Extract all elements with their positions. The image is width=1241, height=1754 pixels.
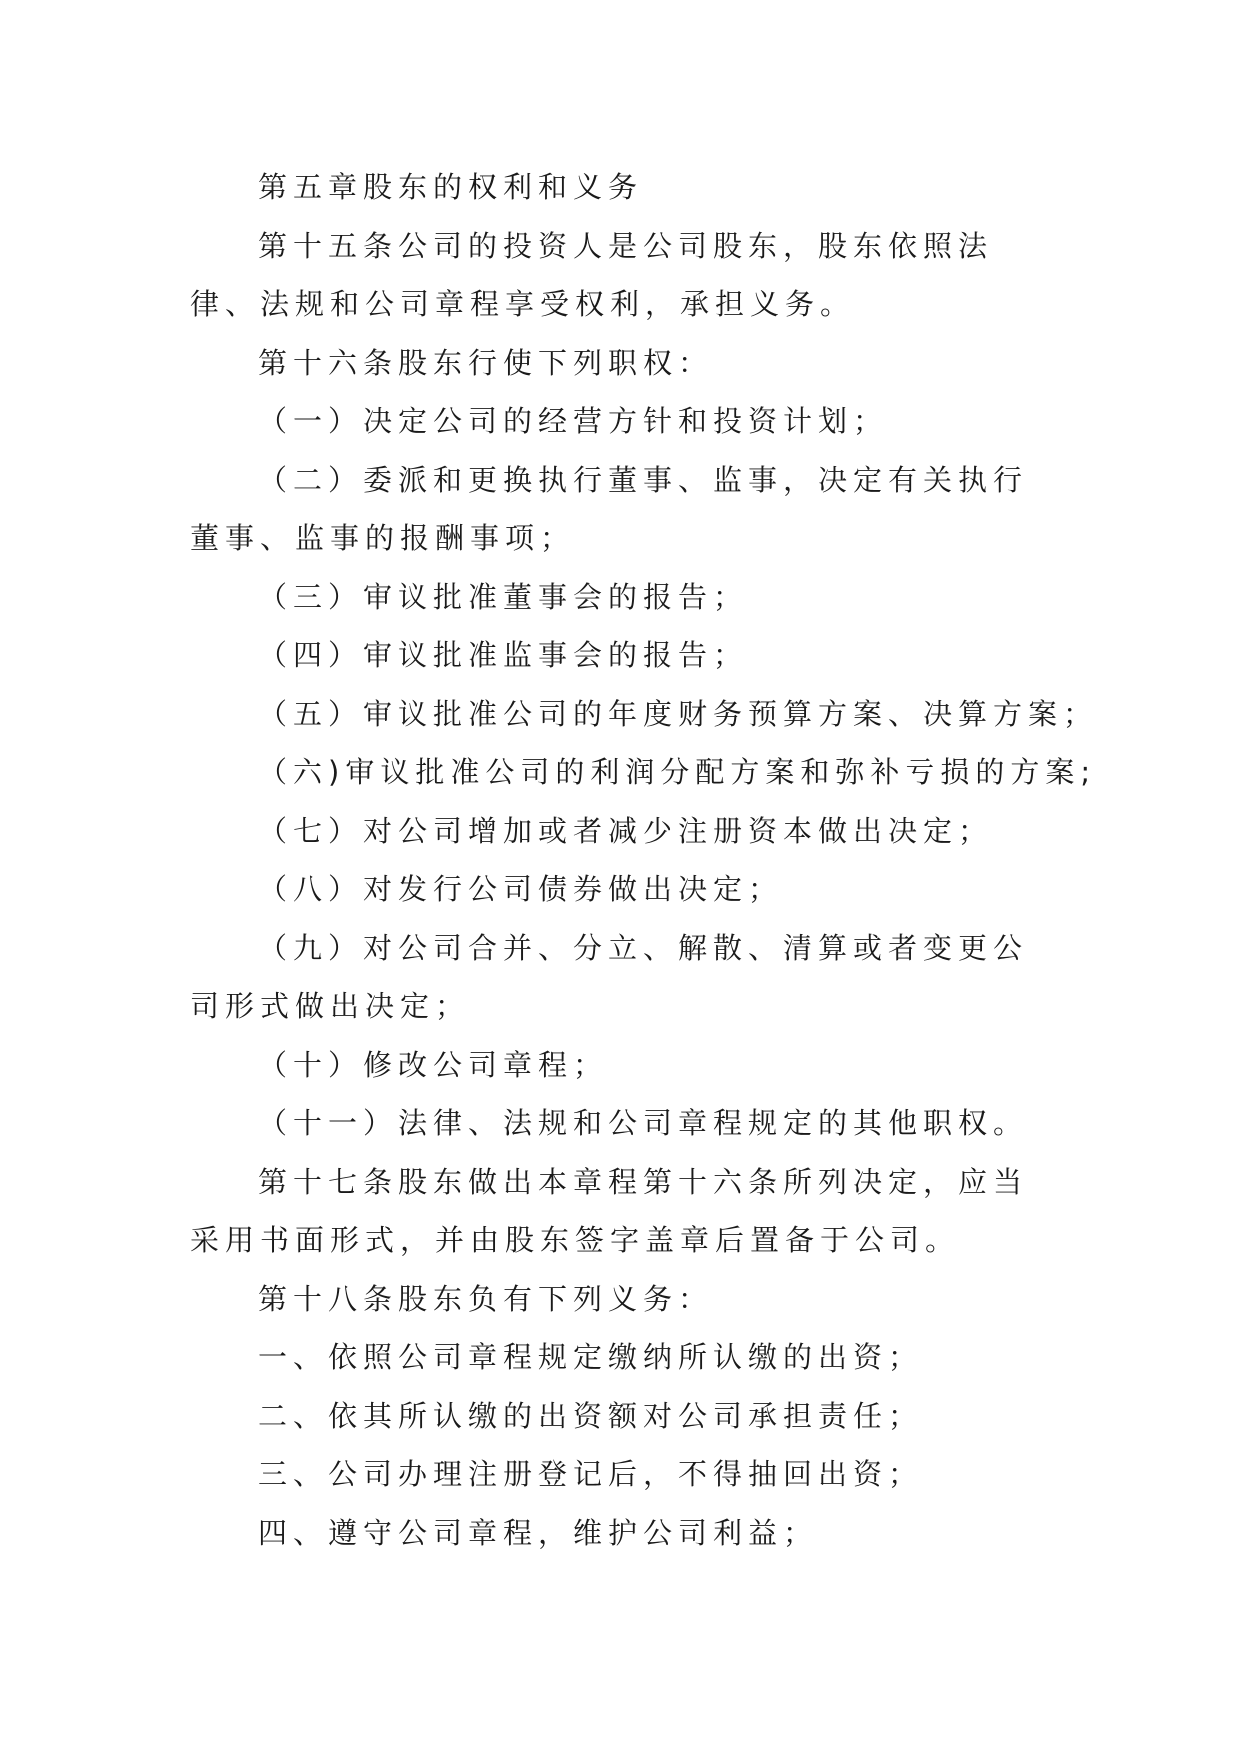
list-item-3: （三）审议批准董事会的报告； xyxy=(258,579,749,614)
obligation-2: 二、依其所认缴的出资额对公司承担责任； xyxy=(258,1398,924,1433)
article-18: 第十八条股东负有下列义务： xyxy=(258,1281,714,1316)
article-17: 第十七条股东做出本章程第十六条所列决定，应当采用书面形式，并由股东签字盖章后置备于公司。 xyxy=(190,1164,1029,1257)
list-item-9: （九）对公司合并、分立、解散、清算或者变更公司形式做出决定； xyxy=(190,930,1029,1023)
list-item-7: （七）对公司增加或者减少注册资本做出决定； xyxy=(258,813,994,848)
obligation-3: 三、公司办理注册登记后，不得抽回出资； xyxy=(258,1457,924,1491)
article-15: 第十五条公司的投资人是公司股东，股东依照法律、法规和公司章程享受权利，承担义务。 xyxy=(190,228,994,321)
list-item-4: （四）审议批准监事会的报告； xyxy=(258,638,749,672)
list-item-10: （十）修改公司章程； xyxy=(258,1047,609,1082)
obligation-1: 一、依照公司章程规定缴纳所认缴的出资； xyxy=(258,1340,924,1374)
list-item-5: （五）审议批准公司的年度财务预算方案、决算方案； xyxy=(258,696,1099,731)
list-item-2: （二）委派和更换执行董事、监事，决定有关执行董事、监事的报酬事项； xyxy=(190,462,1029,555)
list-item-6: （六)审议批准公司的利润分配方案和弥补亏损的方案; xyxy=(258,755,1097,789)
chapter-heading: 第五章股东的权利和义务 xyxy=(258,170,644,204)
document-body xyxy=(190,158,1099,1562)
list-item-1: （一）决定公司的经营方针和投资计划； xyxy=(258,404,889,438)
list-item-11: （十一）法律、法规和公司章程规定的其他职权。 xyxy=(258,1106,1029,1140)
article-16: 第十六条股东行使下列职权： xyxy=(258,345,714,380)
obligation-4: 四、遵守公司章程，维护公司利益； xyxy=(258,1515,819,1550)
list-item-8: （八）对发行公司债券做出决定； xyxy=(258,872,784,906)
